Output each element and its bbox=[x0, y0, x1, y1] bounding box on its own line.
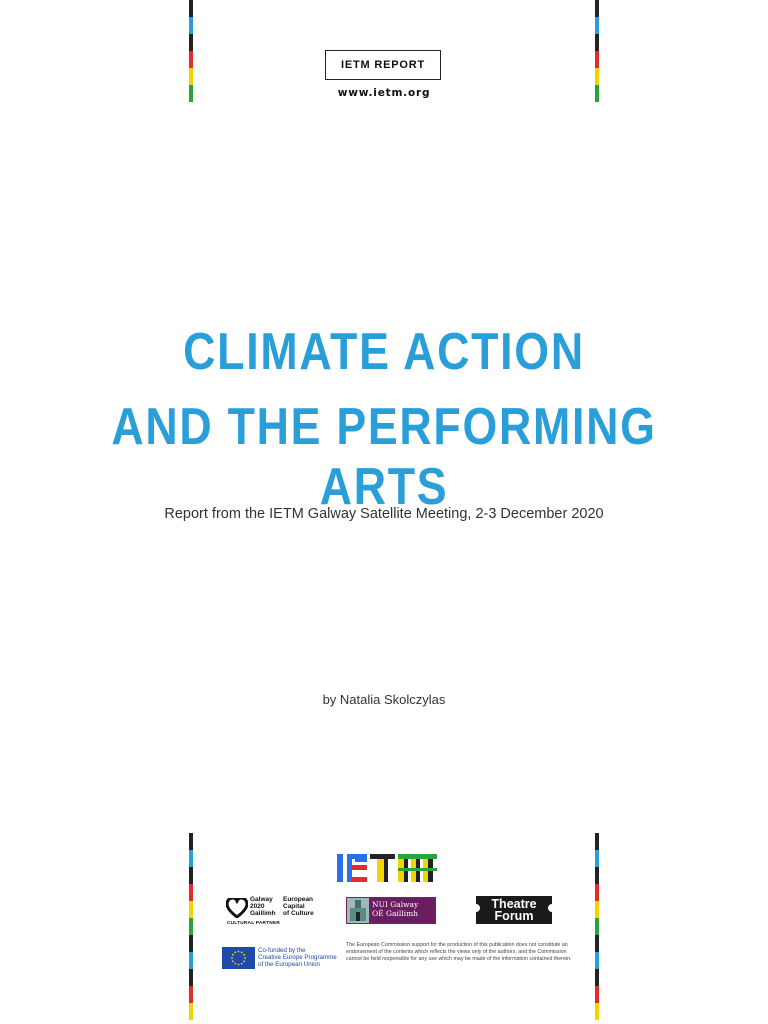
eu-star bbox=[232, 954, 234, 956]
stripe-segment bbox=[189, 850, 193, 867]
stripe-segment bbox=[189, 85, 193, 102]
stripe-segment bbox=[189, 901, 193, 918]
stripe-segment bbox=[189, 0, 193, 17]
bottom-left-stripe bbox=[189, 833, 193, 1020]
nui-line-1: NUI Galway bbox=[372, 900, 419, 909]
galway-text-1: Galway bbox=[250, 896, 273, 903]
stripe-segment bbox=[189, 918, 193, 935]
title-line-1: CLIMATE ACTION bbox=[183, 323, 585, 381]
stripe-segment bbox=[595, 901, 599, 918]
nui-galway-logo bbox=[346, 897, 436, 924]
galway-2020-logo bbox=[226, 896, 322, 930]
website-url[interactable]: www.ietm.org bbox=[337, 87, 431, 99]
top-right-stripe bbox=[595, 0, 599, 102]
eu-line-2: Creative Europe Programme bbox=[258, 954, 337, 961]
stripe-segment bbox=[189, 68, 193, 85]
eu-line-3: of the European Union bbox=[258, 961, 320, 968]
ecoc-text-1: European bbox=[283, 896, 313, 903]
stripe-segment bbox=[189, 952, 193, 969]
stripe-segment bbox=[595, 986, 599, 1003]
stripe-segment bbox=[595, 969, 599, 986]
stripe-segment bbox=[189, 969, 193, 986]
eu-star bbox=[238, 964, 240, 966]
stripe-segment bbox=[595, 867, 599, 884]
top-left-stripe bbox=[189, 0, 193, 102]
ecoc-text-3: of Culture bbox=[283, 910, 314, 917]
eu-star bbox=[234, 963, 236, 965]
galway-text-3: Gaillimh bbox=[250, 910, 276, 917]
galway-text-2: 2020 bbox=[250, 903, 265, 910]
stripe-segment bbox=[595, 0, 599, 17]
stripe-segment bbox=[595, 884, 599, 901]
eu-disclaimer: The European Commission support for the production of this publication does not constitute an endorsement of the contents which reflects the views only of the authors, and the Commission cannot be held responsible for any use which may be made of the information contained therein. bbox=[346, 942, 572, 962]
eu-star bbox=[244, 957, 246, 959]
eu-star bbox=[241, 963, 243, 965]
stripe-segment bbox=[189, 1003, 193, 1020]
eu-star bbox=[232, 960, 234, 962]
stripe-segment bbox=[189, 867, 193, 884]
theatre-forum-line-1: Theatre bbox=[491, 897, 537, 911]
theatre-forum-line-2: Forum bbox=[494, 909, 534, 923]
eu-line-1: Co-funded by the bbox=[258, 947, 306, 954]
cultural-partner-caption: CULTURAL PARTNER bbox=[227, 921, 281, 926]
stripe-segment bbox=[595, 918, 599, 935]
stripe-segment bbox=[595, 833, 599, 850]
building-icon bbox=[347, 898, 369, 923]
ietm-logo bbox=[337, 854, 437, 882]
stripe-segment bbox=[189, 34, 193, 51]
eu-cofunded-logo bbox=[222, 946, 340, 970]
report-label: IETM REPORT bbox=[325, 50, 441, 80]
stripe-segment bbox=[189, 986, 193, 1003]
stripe-segment bbox=[595, 935, 599, 952]
stripe-segment bbox=[189, 884, 193, 901]
stripe-segment bbox=[595, 85, 599, 102]
stripe-segment bbox=[595, 850, 599, 867]
stripe-segment bbox=[189, 51, 193, 68]
stripe-segment bbox=[595, 51, 599, 68]
stripe-segment bbox=[595, 17, 599, 34]
bottom-right-stripe bbox=[595, 833, 599, 1020]
eu-star bbox=[234, 951, 236, 953]
eu-star bbox=[243, 954, 245, 956]
title-line-2: AND THE PERFORMING ARTS bbox=[111, 398, 657, 516]
author: by Natalia Skolczylas bbox=[322, 692, 446, 707]
stripe-segment bbox=[189, 935, 193, 952]
stripe-segment bbox=[595, 952, 599, 969]
stripe-segment bbox=[189, 17, 193, 34]
eu-star bbox=[243, 960, 245, 962]
stripe-segment bbox=[595, 34, 599, 51]
eu-star bbox=[241, 951, 243, 953]
heart-icon bbox=[226, 898, 248, 918]
subtitle: Report from the IETM Galway Satellite Meeting, 2-3 December 2020 bbox=[164, 506, 604, 522]
nui-line-2: OÉ Gaillimh bbox=[372, 909, 419, 918]
theatre-forum-logo bbox=[476, 896, 552, 924]
stripe-segment bbox=[595, 1003, 599, 1020]
ecoc-text-2: Capital bbox=[283, 903, 305, 910]
stripe-segment bbox=[189, 833, 193, 850]
stripe-segment bbox=[595, 68, 599, 85]
eu-star bbox=[238, 951, 240, 953]
eu-flag-icon bbox=[222, 947, 255, 969]
eu-star bbox=[231, 957, 233, 959]
